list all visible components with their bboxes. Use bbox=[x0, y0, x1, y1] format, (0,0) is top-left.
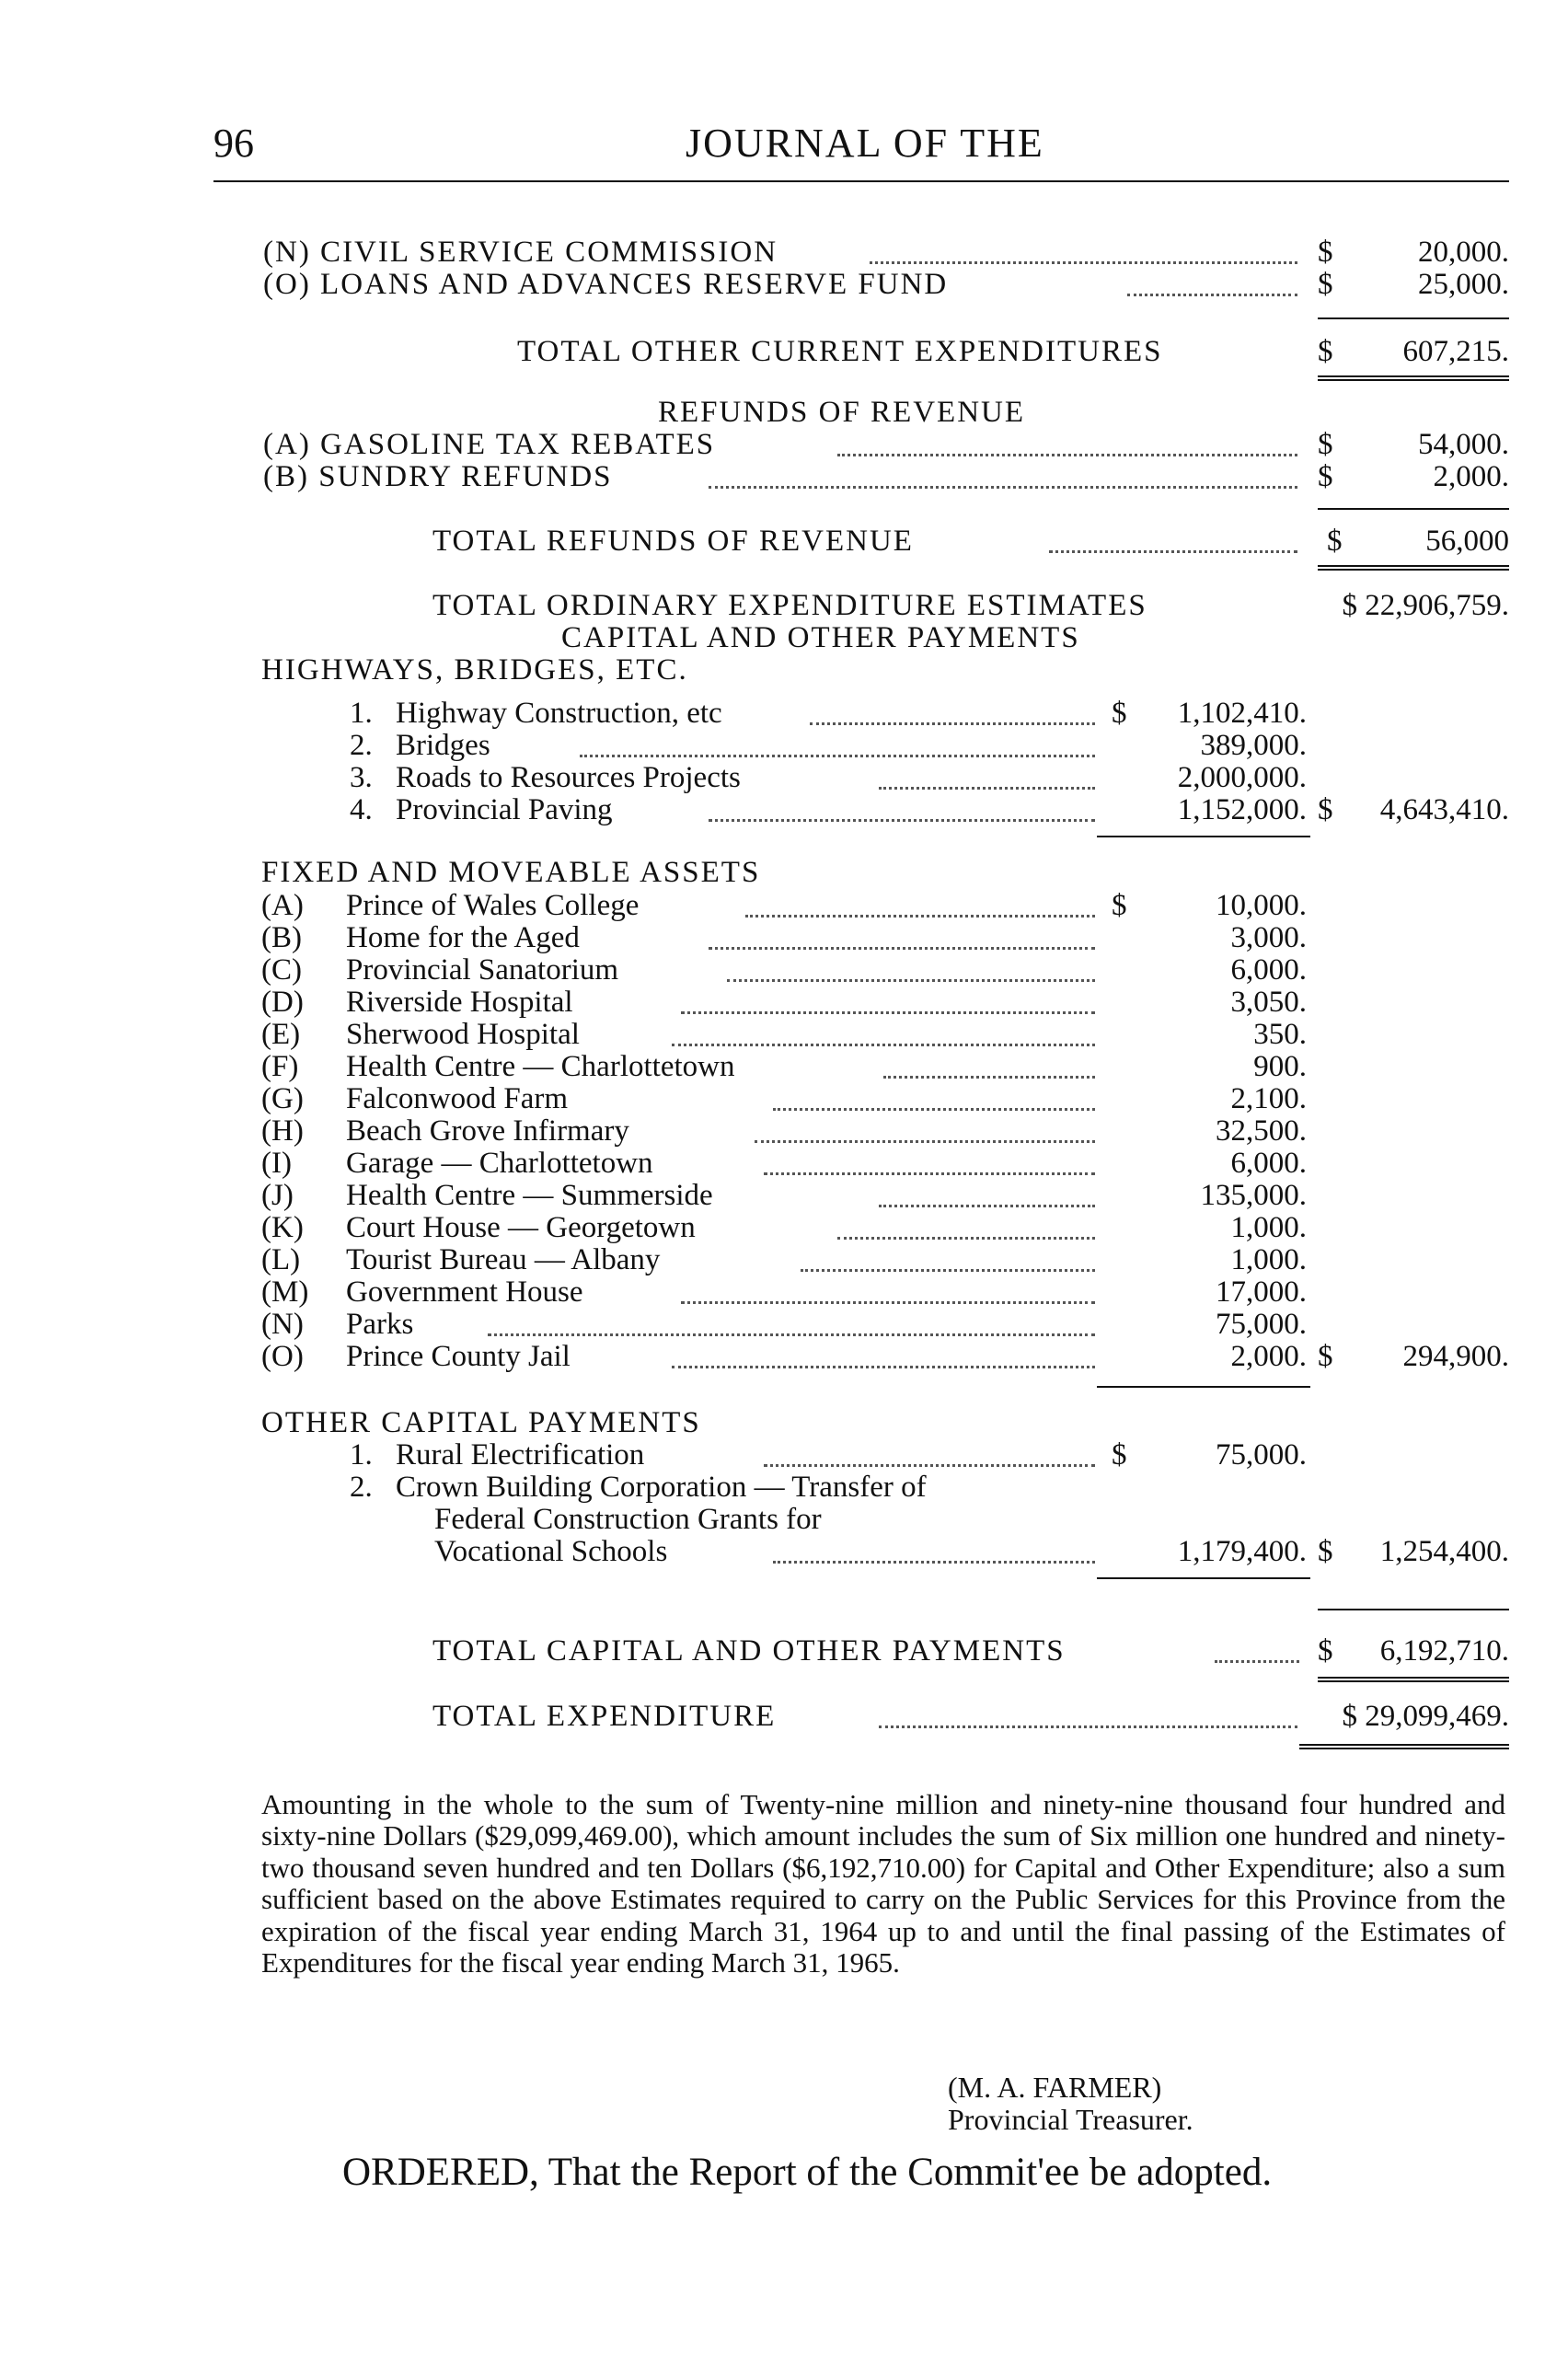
item-label: Health Centre — Summerside bbox=[346, 1179, 713, 1212]
sum-rule bbox=[1318, 317, 1509, 319]
item-amount: 17,000. bbox=[1216, 1275, 1307, 1309]
subtotal-amount: 294,900. bbox=[1402, 1340, 1509, 1373]
currency-sign: $ bbox=[1327, 525, 1343, 558]
item-number: 4. bbox=[350, 793, 373, 826]
total-label: TOTAL EXPENDITURE bbox=[432, 1700, 777, 1733]
item-label: Crown Building Corporation — Transfer of bbox=[396, 1471, 927, 1504]
currency-sign: $ bbox=[1318, 793, 1333, 826]
item-label: Provincial Paving bbox=[396, 793, 613, 826]
item-label: Beach Grove Infirmary bbox=[346, 1114, 629, 1148]
item-code: (L) bbox=[261, 1243, 301, 1276]
leader-dots bbox=[727, 979, 1095, 982]
item-label: Prince of Wales College bbox=[346, 889, 640, 922]
item-label: Prince County Jail bbox=[346, 1340, 571, 1373]
item-amount: 2,100. bbox=[1230, 1082, 1307, 1115]
leader-dots bbox=[773, 1108, 1095, 1111]
item-code: (A) bbox=[261, 889, 304, 922]
total-label: TOTAL OTHER CURRENT EXPENDITURES bbox=[517, 335, 1163, 368]
leader-dots bbox=[1215, 1660, 1299, 1663]
item-label: Vocational Schools bbox=[434, 1535, 668, 1568]
item-amount: 10,000. bbox=[1216, 889, 1307, 922]
currency-sign: $ bbox=[1318, 460, 1333, 493]
item-label: (B) SUNDRY REFUNDS bbox=[263, 460, 613, 493]
item-label: (A) GASOLINE TAX REBATES bbox=[263, 428, 716, 461]
item-amount: 3,000. bbox=[1230, 921, 1307, 954]
total-amount: $ 22,906,759. bbox=[1342, 589, 1509, 622]
header-rule bbox=[213, 180, 1509, 182]
currency-sign: $ bbox=[1318, 1535, 1333, 1568]
section-heading: OTHER CAPITAL PAYMENTS bbox=[261, 1406, 701, 1439]
double-rule bbox=[1318, 375, 1509, 381]
item-amount: 135,000. bbox=[1200, 1179, 1307, 1212]
item-number: 1. bbox=[350, 1438, 373, 1472]
leader-dots bbox=[1127, 294, 1297, 296]
item-label: Tourist Bureau — Albany bbox=[346, 1243, 661, 1276]
item-code: (J) bbox=[261, 1179, 294, 1212]
item-amount: 6,000. bbox=[1230, 953, 1307, 987]
page-number: 96 bbox=[213, 121, 254, 166]
item-code: (H) bbox=[261, 1114, 304, 1148]
sum-rule bbox=[1097, 836, 1310, 837]
item-label: Federal Construction Grants for bbox=[434, 1503, 822, 1536]
item-label: (N) CIVIL SERVICE COMMISSION bbox=[263, 236, 778, 269]
currency-sign: $ bbox=[1318, 1634, 1333, 1668]
item-amount: 900. bbox=[1253, 1050, 1307, 1083]
item-label: Rural Electrification bbox=[396, 1438, 645, 1472]
item-label: Provincial Sanatorium bbox=[346, 953, 619, 987]
section-heading: FIXED AND MOVEABLE ASSETS bbox=[261, 856, 761, 889]
currency-sign: $ bbox=[1112, 1438, 1127, 1472]
ordered-statement: ORDERED, That the Report of the Commit'ee be adopted. bbox=[342, 2151, 1273, 2194]
currency-sign: $ bbox=[1318, 335, 1333, 368]
leader-dots bbox=[745, 915, 1095, 918]
total-amount: 56,000 bbox=[1425, 525, 1509, 558]
leader-dots bbox=[681, 1301, 1095, 1304]
total-label: TOTAL REFUNDS OF REVENUE bbox=[432, 525, 914, 558]
sum-rule bbox=[1318, 1609, 1509, 1610]
leader-dots bbox=[879, 1725, 1297, 1728]
leader-dots bbox=[681, 1011, 1095, 1014]
leader-dots bbox=[1049, 550, 1297, 553]
signatory-title: Provincial Treasurer. bbox=[948, 2103, 1193, 2136]
item-number: 3. bbox=[350, 761, 373, 794]
item-amount: 54,000. bbox=[1418, 428, 1509, 461]
leader-dots bbox=[488, 1333, 1095, 1336]
item-code: (E) bbox=[261, 1018, 301, 1051]
item-label: Sherwood Hospital bbox=[346, 1018, 580, 1051]
total-amount: 6,192,710. bbox=[1379, 1634, 1509, 1668]
leader-dots bbox=[672, 1366, 1095, 1368]
item-code: (N) bbox=[261, 1308, 304, 1341]
subtotal-amount: 4,643,410. bbox=[1379, 793, 1509, 826]
leader-dots bbox=[764, 1464, 1095, 1467]
item-amount: 1,000. bbox=[1230, 1211, 1307, 1244]
item-code: (G) bbox=[261, 1082, 304, 1115]
item-amount: 20,000. bbox=[1418, 236, 1509, 269]
page-header-title: JOURNAL OF THE bbox=[686, 121, 1044, 166]
item-code: (K) bbox=[261, 1211, 304, 1244]
item-amount: 1,000. bbox=[1230, 1243, 1307, 1276]
item-number: 2. bbox=[350, 729, 373, 762]
sum-rule bbox=[1097, 1386, 1310, 1388]
double-rule bbox=[1318, 565, 1509, 571]
signatory-name: (M. A. FARMER) bbox=[948, 2071, 1162, 2104]
leader-dots bbox=[709, 947, 1095, 950]
section-heading: REFUNDS OF REVENUE bbox=[658, 396, 1026, 429]
section-heading: CAPITAL AND OTHER PAYMENTS bbox=[561, 621, 1080, 654]
currency-sign: $ bbox=[1318, 1340, 1333, 1373]
item-amount: 1,102,410. bbox=[1177, 697, 1307, 730]
leader-dots bbox=[870, 261, 1297, 264]
item-code: (B) bbox=[261, 921, 302, 954]
item-amount: 75,000. bbox=[1216, 1308, 1307, 1341]
item-label: Home for the Aged bbox=[346, 921, 580, 954]
leader-dots bbox=[883, 1076, 1095, 1079]
item-amount: 75,000. bbox=[1216, 1438, 1307, 1472]
currency-sign: $ bbox=[1318, 428, 1333, 461]
item-code: (M) bbox=[261, 1275, 309, 1309]
grand-total-amount: $ 29,099,469. bbox=[1342, 1700, 1509, 1733]
item-label: Roads to Resources Projects bbox=[396, 761, 741, 794]
leader-dots bbox=[709, 486, 1297, 489]
leader-dots bbox=[879, 1205, 1095, 1207]
leader-dots bbox=[709, 819, 1095, 822]
item-amount: 2,000,000. bbox=[1177, 761, 1307, 794]
leader-dots bbox=[580, 755, 1095, 757]
item-code: (C) bbox=[261, 953, 302, 987]
leader-dots bbox=[764, 1172, 1095, 1175]
item-amount: 3,050. bbox=[1230, 986, 1307, 1019]
leader-dots bbox=[755, 1140, 1095, 1143]
total-amount: 607,215. bbox=[1402, 335, 1509, 368]
leader-dots bbox=[672, 1044, 1095, 1046]
summary-paragraph: Amounting in the whole to the sum of Twenty-nine million and ninety-nine thousand four hundred and sixty-nine Dollars ($29,099,469.00), which amount includes the sum of Six million one hundred and ninety-two thousand seven hundred and ten Dollars ($6,192,710.00) for Capital and Other Expenditure; also a sum sufficient based on the above Estimates required to carry on the Public Services for this Province from the expiration of the fiscal year ending March 31, 1964 up to and until the final passing of the Estimates of Expenditures for the fiscal year ending March 31, 1965. bbox=[261, 1788, 1505, 1979]
sum-rule bbox=[1097, 1577, 1310, 1579]
leader-dots bbox=[801, 1269, 1095, 1272]
item-code: (O) bbox=[261, 1340, 304, 1373]
item-label: Highway Construction, etc bbox=[396, 697, 722, 730]
currency-sign: $ bbox=[1112, 697, 1127, 730]
item-amount: 350. bbox=[1253, 1018, 1307, 1051]
leader-dots bbox=[837, 1237, 1095, 1240]
item-label: Bridges bbox=[396, 729, 490, 762]
item-amount: 2,000. bbox=[1230, 1340, 1307, 1373]
item-amount: 1,152,000. bbox=[1177, 793, 1307, 826]
item-amount: 389,000. bbox=[1200, 729, 1307, 762]
item-code: (F) bbox=[261, 1050, 299, 1083]
currency-sign: $ bbox=[1318, 268, 1333, 301]
item-label: Riverside Hospital bbox=[346, 986, 573, 1019]
double-rule bbox=[1299, 1744, 1509, 1749]
item-label: Falconwood Farm bbox=[346, 1082, 569, 1115]
total-label: TOTAL CAPITAL AND OTHER PAYMENTS bbox=[432, 1634, 1066, 1668]
item-label: Government House bbox=[346, 1275, 583, 1309]
total-label: TOTAL ORDINARY EXPENDITURE ESTIMATES bbox=[432, 589, 1147, 622]
item-amount: 1,179,400. bbox=[1177, 1535, 1307, 1568]
leader-dots bbox=[773, 1561, 1095, 1564]
currency-sign: $ bbox=[1318, 236, 1333, 269]
item-label: (O) LOANS AND ADVANCES RESERVE FUND bbox=[263, 268, 949, 301]
item-number: 2. bbox=[350, 1471, 373, 1504]
subtotal-amount: 1,254,400. bbox=[1379, 1535, 1509, 1568]
item-code: (D) bbox=[261, 986, 304, 1019]
item-amount: 32,500. bbox=[1216, 1114, 1307, 1148]
item-number: 1. bbox=[350, 697, 373, 730]
item-amount: 2,000. bbox=[1433, 460, 1509, 493]
item-label: Parks bbox=[346, 1308, 414, 1341]
double-rule bbox=[1318, 1677, 1509, 1682]
leader-dots bbox=[810, 722, 1095, 725]
item-label: Court House — Georgetown bbox=[346, 1211, 696, 1244]
sum-rule bbox=[1318, 508, 1509, 510]
item-amount: 25,000. bbox=[1418, 268, 1509, 301]
section-heading: HIGHWAYS, BRIDGES, ETC. bbox=[261, 653, 688, 687]
item-label: Garage — Charlottetown bbox=[346, 1147, 653, 1180]
currency-sign: $ bbox=[1112, 889, 1127, 922]
item-code: (I) bbox=[261, 1147, 292, 1180]
item-label: Health Centre — Charlottetown bbox=[346, 1050, 735, 1083]
item-amount: 6,000. bbox=[1230, 1147, 1307, 1180]
leader-dots bbox=[837, 454, 1297, 456]
leader-dots bbox=[879, 787, 1095, 790]
